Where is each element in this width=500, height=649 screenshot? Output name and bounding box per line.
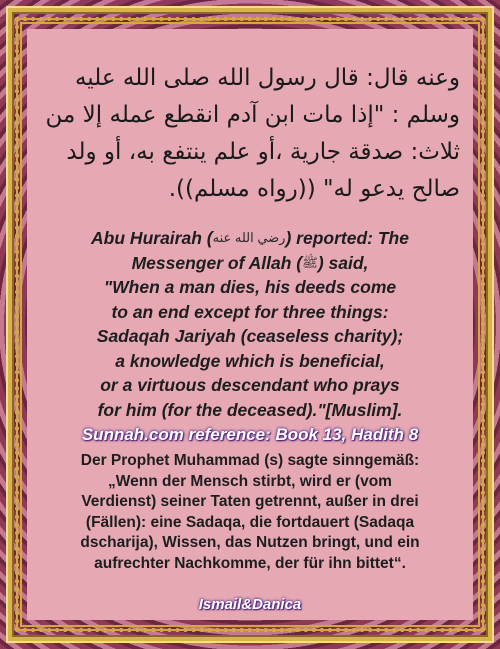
english-hadith-text bbox=[30, 226, 470, 422]
arabic-line: وسلم : "إذا مات ابن آدم انقطع عمله إلا من bbox=[45, 102, 460, 128]
arabic-hadith-text bbox=[40, 60, 460, 208]
english-text: ) said, bbox=[317, 252, 369, 273]
arabic-line: وعنه قال: قال رسول الله صلى الله عليه bbox=[74, 65, 460, 91]
english-line: or a virtuous descendant who prays bbox=[100, 375, 400, 395]
german-translation bbox=[30, 451, 470, 574]
english-line bbox=[30, 251, 470, 276]
german-line: Der Prophet Muhammad (s) sagte sinngemäß: bbox=[80, 452, 420, 469]
english-line: for him (for the deceased)."[Muslim]. bbox=[97, 399, 403, 420]
english-line bbox=[30, 226, 470, 251]
salawat-glyph-icon: ﷺ bbox=[302, 254, 318, 270]
german-line: aufrechter Nachkomme, der für ihn bittet“. bbox=[94, 554, 406, 572]
german-line: Verdienst) seiner Taten getrennt, außer in drei bbox=[81, 493, 419, 510]
english-text: Abu Hurairah ( bbox=[91, 228, 213, 248]
english-line: to an end except for three things: bbox=[111, 301, 389, 322]
english-line: Sadaqah Jariyah (ceaseless charity); bbox=[96, 326, 404, 346]
english-text: ) reported: The bbox=[285, 228, 409, 248]
author-signature: Ismail&Danica bbox=[198, 596, 302, 613]
german-line: (Fällen): eine Sadaqa, die fortdauert (Sadaqa bbox=[85, 513, 415, 531]
english-line: "When a man dies, his deeds come bbox=[103, 277, 397, 297]
english-text: Messenger of Allah ( bbox=[131, 252, 303, 273]
arabic-line: صالح يدعو له" ((رواه مسلم)). bbox=[168, 176, 460, 202]
german-line: „Wenn der Mensch stirbt, wird er (vom bbox=[108, 472, 392, 490]
english-line: a knowledge which is beneficial, bbox=[115, 350, 385, 371]
arabic-line: ثلاث: صدقة جارية ،أو علم ينتفع به، أو ولد bbox=[66, 139, 460, 165]
honorific-glyph-icon: رضي الله عنه bbox=[212, 230, 286, 245]
sunnah-reference: Sunnah.com reference: Book 13, Hadith 8 bbox=[81, 425, 419, 444]
german-line: dscharija), Wissen, das Nutzen bringt, und ein bbox=[80, 534, 420, 551]
